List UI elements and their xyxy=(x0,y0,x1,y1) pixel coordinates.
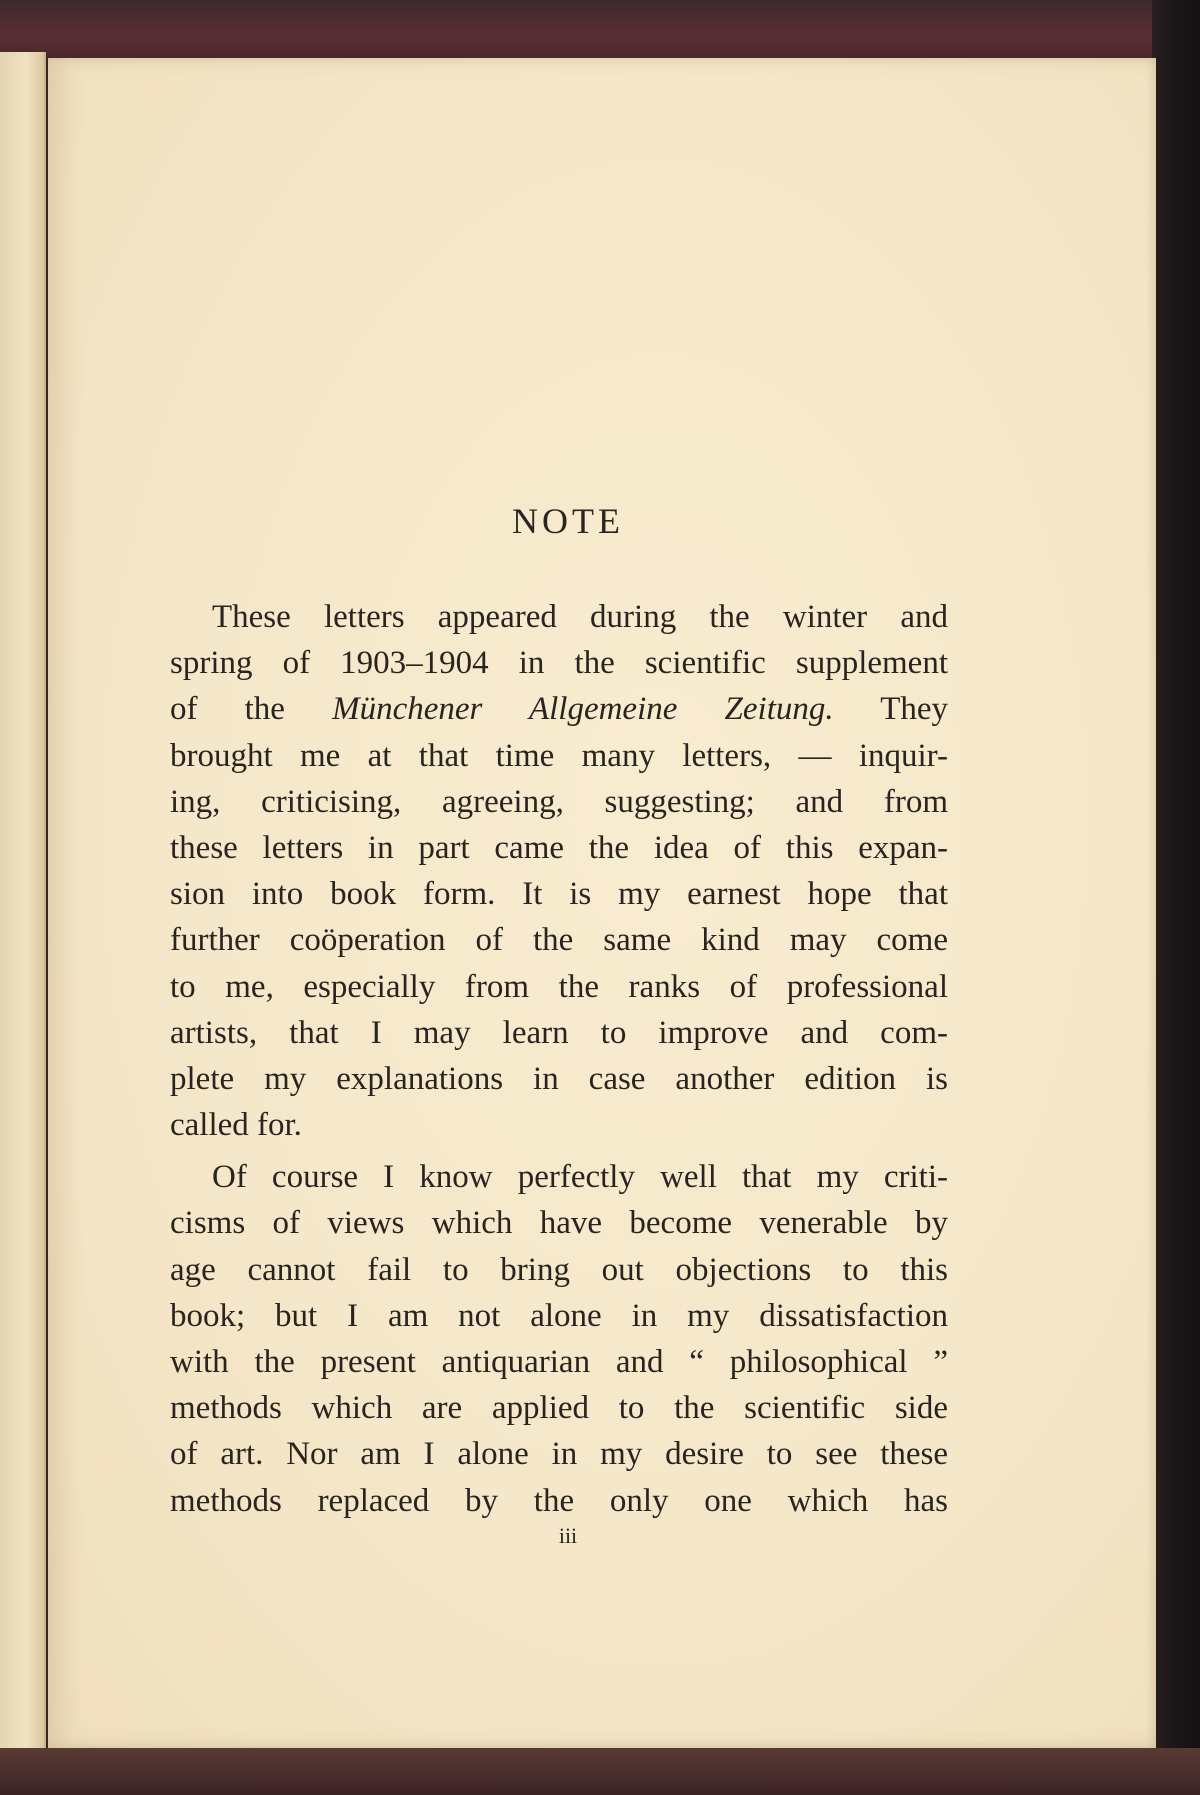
text-line: plete my explanations in case another edition is xyxy=(170,1060,948,1097)
text-fragment: They xyxy=(880,691,949,728)
text-line: these letters in part came the idea of this expan- xyxy=(170,829,948,866)
text-line: artists, that I may learn to improve and com- xyxy=(170,1014,948,1051)
text-line: brought me at that time many letters, — inquir- xyxy=(170,737,948,774)
left-page-edge xyxy=(0,52,46,1752)
text-line: sion into book form. It is my earnest hope that xyxy=(170,876,948,913)
newspaper-title: Münchener Allgemeine Zeitung. xyxy=(332,691,834,728)
text-line: to me, especially from the ranks of professional xyxy=(170,968,948,1005)
text-fragment: of the xyxy=(170,691,285,728)
text-line: further coöperation of the same kind may come xyxy=(170,922,948,959)
text-line xyxy=(170,686,948,732)
book-binding-bottom xyxy=(0,1748,1200,1795)
text-line: called for. xyxy=(170,1107,302,1144)
text-line: Of course I know perfectly well that my criti- xyxy=(212,1159,948,1196)
text-line: age cannot fail to bring out objections to this xyxy=(170,1251,948,1288)
text-line: methods which are applied to the scientific side xyxy=(170,1390,948,1427)
text-line: These letters appeared during the winter and xyxy=(212,599,948,635)
text-line: book; but I am not alone in my dissatisfaction xyxy=(170,1297,948,1334)
text-line: spring of 1903–1904 in the scientific supplement xyxy=(170,645,948,682)
text-line: methods replaced by the only one which has xyxy=(170,1482,948,1519)
text-line: of art. Nor am I alone in my desire to see these xyxy=(170,1436,948,1473)
book-binding-top xyxy=(0,0,1200,58)
page-body xyxy=(170,594,948,1524)
book-page xyxy=(48,58,1156,1748)
text-line: cisms of views which have become venerable by xyxy=(170,1205,948,1242)
text-line: with the present antiquarian and “ philosophical ” xyxy=(170,1344,948,1380)
book-binding-right xyxy=(1152,0,1200,1795)
text-line: ing, criticising, agreeing, suggesting; and from xyxy=(170,783,948,820)
page-heading: NOTE xyxy=(512,501,624,541)
page-number: iii xyxy=(558,1523,578,1548)
